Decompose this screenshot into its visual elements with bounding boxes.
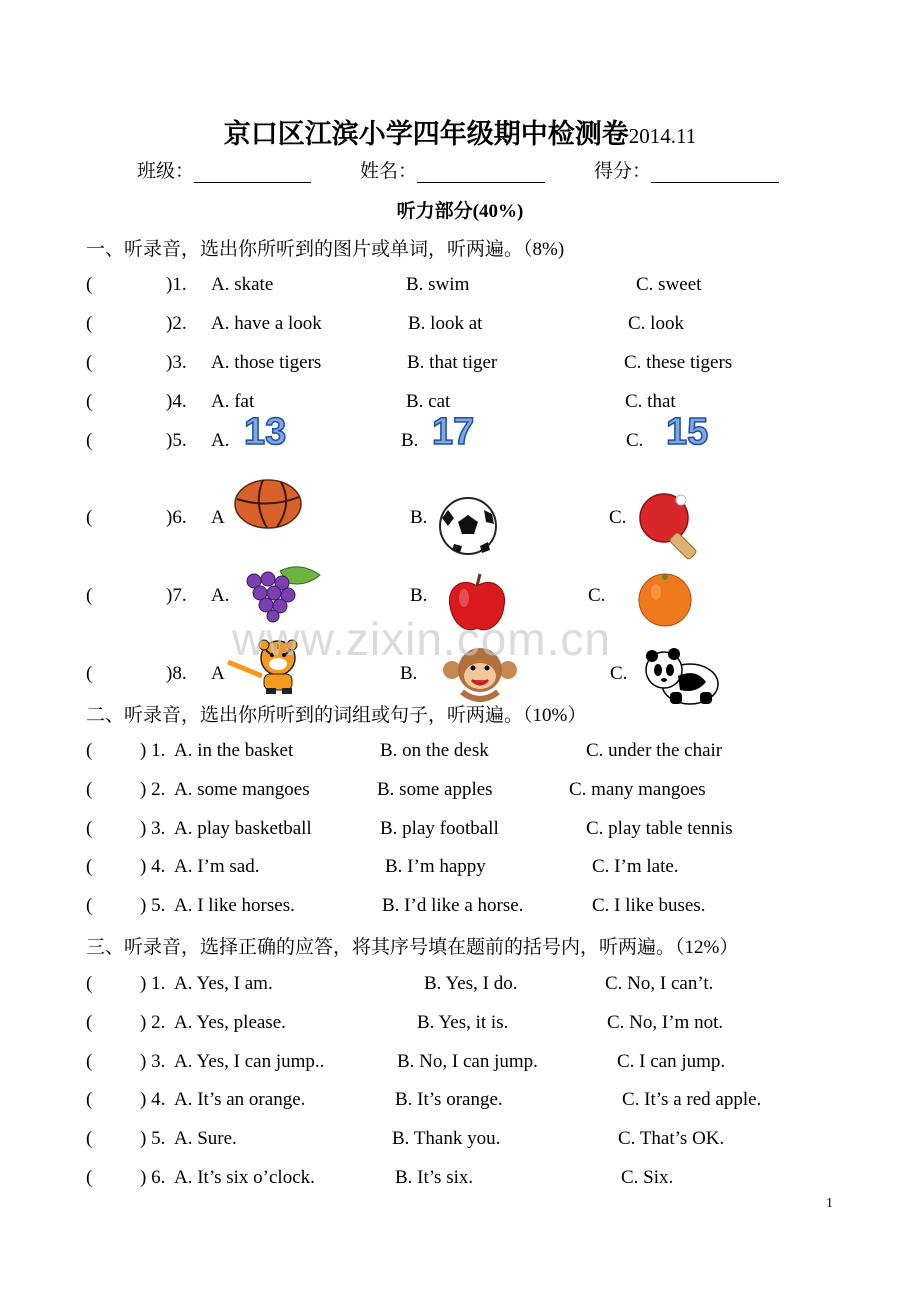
number-15-text: 15 <box>666 411 709 452</box>
option-b: B. <box>400 663 418 684</box>
question-number: ) 2. <box>140 1012 166 1033</box>
class-blank[interactable] <box>194 162 311 183</box>
option-b: B. Thank you. <box>392 1128 501 1149</box>
answer-paren[interactable]: ( <box>86 973 93 994</box>
option-b: B. cat <box>406 391 451 412</box>
option-a: A. some mangoes <box>174 779 310 800</box>
s1-question-2 <box>0 313 920 343</box>
option-c: C. look <box>628 313 684 334</box>
question-number: ) 5. <box>140 1128 166 1149</box>
option-b: B. on the desk <box>380 740 489 761</box>
question-number: )2. <box>166 313 187 334</box>
option-b: B. play football <box>380 818 499 839</box>
option-b: B. I’d like a horse. <box>382 895 524 916</box>
answer-paren[interactable]: ( <box>86 895 93 916</box>
question-number: ) 5. <box>140 895 166 916</box>
answer-paren[interactable]: ( <box>86 1051 93 1072</box>
question-number: )7. <box>166 585 187 606</box>
orange-icon <box>634 570 696 628</box>
page-title <box>0 112 920 151</box>
number-13-text: 13 <box>244 411 287 452</box>
number-17-text: 17 <box>432 411 475 452</box>
score-blank[interactable] <box>651 162 779 183</box>
answer-paren[interactable]: ( <box>86 1167 93 1188</box>
question-number: ) 2. <box>140 779 166 800</box>
option-b: B. It’s orange. <box>395 1089 503 1110</box>
answer-paren[interactable]: ( <box>86 663 93 684</box>
question-number: )4. <box>166 391 187 412</box>
option-c: C. that <box>625 391 676 412</box>
listening-heading: 听力部分(40%) <box>396 201 524 222</box>
option-a: A <box>211 507 225 528</box>
option-b: B. <box>410 585 428 606</box>
ping-pong-paddle-icon <box>637 492 709 560</box>
number-13-icon <box>240 404 310 452</box>
s1-question-1 <box>0 274 920 304</box>
option-b: B. some apples <box>377 779 493 800</box>
s3-question-2 <box>0 1012 920 1042</box>
basketball-icon <box>233 477 303 531</box>
s3-question-4 <box>0 1089 920 1119</box>
option-a: A. those tigers <box>211 352 322 373</box>
s2-question-2 <box>0 779 920 809</box>
answer-paren[interactable]: ( <box>86 274 93 295</box>
question-number: ) 1. <box>140 740 166 761</box>
option-b: B. <box>401 430 419 451</box>
option-c: C. No, I’m not. <box>607 1012 724 1033</box>
option-b: B. No, I can jump. <box>397 1051 538 1072</box>
soccer-ball-icon <box>434 496 502 556</box>
score-field <box>594 156 779 183</box>
answer-paren[interactable]: ( <box>86 352 93 373</box>
option-b: B. swim <box>406 274 470 295</box>
answer-paren[interactable]: ( <box>86 507 93 528</box>
name-blank[interactable] <box>417 162 545 183</box>
option-c: C. under the chair <box>586 740 723 761</box>
number-15-icon <box>662 404 732 452</box>
answer-paren[interactable]: ( <box>86 740 93 761</box>
page-number: 1 <box>826 1196 833 1211</box>
section2-title: 二、听录音，选出你所听到的词组或句子，听两遍。（10%） <box>86 705 587 726</box>
option-c: C. I’m late. <box>592 856 679 877</box>
option-c: C. That’s OK. <box>618 1128 725 1149</box>
answer-paren[interactable]: ( <box>86 1012 93 1033</box>
option-b: B. that tiger <box>407 352 498 373</box>
question-number: )6. <box>166 507 187 528</box>
s3-question-1 <box>0 973 920 1003</box>
option-a: A. have a look <box>211 313 322 334</box>
answer-paren[interactable]: ( <box>86 1128 93 1149</box>
option-a: A. Yes, I can jump.. <box>174 1051 325 1072</box>
option-b: B. look at <box>408 313 483 334</box>
question-number: )1. <box>166 274 187 295</box>
answer-paren[interactable]: ( <box>86 585 93 606</box>
option-b: B. It’s six. <box>395 1167 474 1188</box>
section3-title: 三、听录音，选择正确的应答，将其序号填在题前的括号内，听两遍。（12%） <box>86 937 739 958</box>
title-text: 京口区江滨小学四年级期中检测卷 <box>223 119 629 149</box>
option-c: C. It’s a red apple. <box>622 1089 762 1110</box>
number-17-icon <box>428 404 498 452</box>
option-a: A. <box>211 430 230 451</box>
option-a: A. skate <box>211 274 274 295</box>
option-c: C. I can jump. <box>617 1051 726 1072</box>
option-c: C. I like buses. <box>592 895 706 916</box>
title-date: 2014.11 <box>628 124 697 148</box>
section1-title: 一、听录音，选出你所听到的图片或单词，听两遍。（8%) <box>86 239 565 260</box>
question-number: ) 6. <box>140 1167 166 1188</box>
answer-paren[interactable]: ( <box>86 430 93 451</box>
s2-question-5 <box>0 895 920 925</box>
s2-question-4 <box>0 856 920 886</box>
question-number: ) 4. <box>140 1089 166 1110</box>
name-field <box>360 156 545 183</box>
answer-paren[interactable]: ( <box>86 313 93 334</box>
option-c: C. Six. <box>621 1167 674 1188</box>
s2-question-3 <box>0 818 920 848</box>
option-b: B. I’m happy <box>385 856 486 877</box>
question-number: ) 3. <box>140 818 166 839</box>
answer-paren[interactable]: ( <box>86 818 93 839</box>
option-c: C. many mangoes <box>569 779 706 800</box>
option-c: C. <box>626 430 644 451</box>
option-b: B. <box>410 507 428 528</box>
score-label: 得分： <box>594 161 652 182</box>
s3-question-6 <box>0 1167 920 1197</box>
option-c: C. sweet <box>636 274 702 295</box>
question-number: )8. <box>166 663 187 684</box>
option-a: A. Yes, I am. <box>174 973 273 994</box>
question-number: ) 4. <box>140 856 166 877</box>
option-a: A. fat <box>211 391 255 412</box>
answer-paren[interactable]: ( <box>86 391 93 412</box>
question-number: ) 1. <box>140 973 166 994</box>
option-b: B. Yes, it is. <box>417 1012 509 1033</box>
option-a: A. It’s an orange. <box>174 1089 306 1110</box>
name-label: 姓名： <box>360 161 418 182</box>
option-c: C. No, I can’t. <box>605 973 714 994</box>
answer-paren[interactable]: ( <box>86 1089 93 1110</box>
option-a: A. in the basket <box>174 740 294 761</box>
panda-icon <box>640 648 724 706</box>
question-number: ) 3. <box>140 1051 166 1072</box>
option-a: A. Sure. <box>174 1128 237 1149</box>
option-a: A. Yes, please. <box>174 1012 286 1033</box>
class-field <box>137 156 311 183</box>
option-a: A <box>211 663 225 684</box>
answer-paren[interactable]: ( <box>86 779 93 800</box>
option-c: C. play table tennis <box>586 818 733 839</box>
watermark: www.zixin.com.cn <box>232 613 611 665</box>
question-number: )5. <box>166 430 187 451</box>
s1-question-3 <box>0 352 920 382</box>
class-label: 班级： <box>137 161 195 182</box>
option-a: A. I’m sad. <box>174 856 260 877</box>
s2-question-1 <box>0 740 920 770</box>
answer-paren[interactable]: ( <box>86 856 93 877</box>
option-b: B. Yes, I do. <box>424 973 518 994</box>
option-a: A. I like horses. <box>174 895 295 916</box>
option-c: C. <box>588 585 606 606</box>
s3-question-3 <box>0 1051 920 1081</box>
option-c: C. <box>610 663 628 684</box>
option-a: A. play basketball <box>174 818 312 839</box>
option-a: A. It’s six o’clock. <box>174 1167 315 1188</box>
option-a: A. <box>211 585 230 606</box>
s3-question-5 <box>0 1128 920 1158</box>
question-number: )3. <box>166 352 187 373</box>
option-c: C. <box>609 507 627 528</box>
option-c: C. these tigers <box>624 352 733 373</box>
